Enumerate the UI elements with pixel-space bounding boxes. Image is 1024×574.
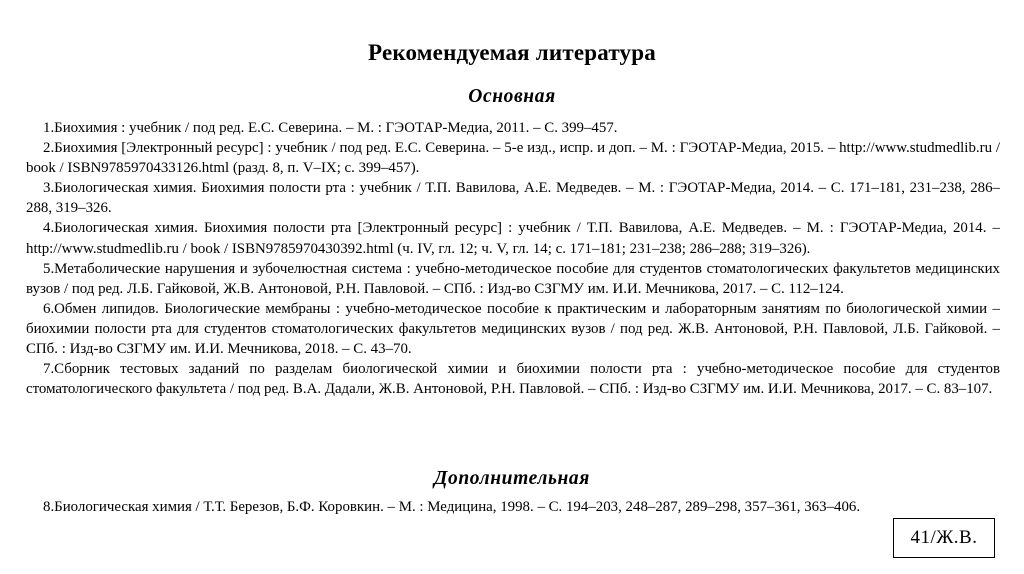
reference-item: 1.Биохимия : учебник / под ред. Е.С. Северина. – М. : ГЭОТАР-Медиа, 2011. – С. 399–457. bbox=[43, 120, 618, 136]
slide-number-box bbox=[893, 518, 995, 558]
page-title: Рекомендуемая литература bbox=[368, 40, 656, 65]
section-heading-additional: Дополнительная bbox=[434, 468, 590, 489]
additional-reference-list bbox=[26, 497, 1000, 517]
reference-item: 5.Метаболические нарушения и зубочелюстная система : учебно-методическое пособие для студентов стоматологических факультетов медицинских вузов / под ред. Л.Б. Гайковой, Ж.В. Антоновой, Р.Н. Павловой. – СПб. : Изд-во СЗГМУ им. И.И. Мечникова, 2017. – С. 112–124. bbox=[26, 260, 1000, 297]
reference-item: 3.Биологическая химия. Биохимия полости рта : учебник / Т.П. Вавилова, А.Е. Медведев. – М. : ГЭОТАР-Медиа, 2014. – С. 171–181, 231–238, 286–288, 319–326. bbox=[26, 180, 1000, 217]
reference-item: 2.Биохимия [Электронный ресурс] : учебник / под ред. Е.С. Северина. – 5-е изд., испр. и доп. – М. : ГЭОТАР-Медиа, 2015. – http://www.studmedlib.ru / book / ISBN9785970433126.html (разд. 8, п. V–IX; с. 399–457). bbox=[26, 140, 1000, 177]
reference-item: 6.Обмен липидов. Биологические мембраны : учебно-методическое пособие к практическим и лабораторным занятиям по биологической химии – биохимии полости рта для студентов стоматологических факультетов медицинских вузов / под ред. Ж.В. Антоновой, Р.Н. Павловой, Л.Б. Гайковой. – СПб. : Изд-во СЗГМУ им. И.И. Мечникова, 2018. – С. 43–70. bbox=[26, 300, 1000, 358]
section-heading-main: Основная bbox=[468, 86, 556, 107]
slide-number-label: 41/Ж.В. bbox=[910, 527, 978, 548]
main-reference-list bbox=[26, 118, 1000, 399]
reference-item: 8.Биологическая химия / Т.Т. Березов, Б.Ф. Коровкин. – М. : Медицина, 1998. – С. 194–203, 248–287, 289–298, 357–361, 363–406. bbox=[43, 499, 861, 515]
reference-item: 4.Биологическая химия. Биохимия полости рта [Электронный ресурс] : учебник / Т.П. Вавилова, А.Е. Медведев. – М. : ГЭОТАР-Медиа, 2014. – http://www.studmedlib.ru / book / ISBN9785970430392.html (ч. IV, гл. 12; ч. V, гл. 14; с. 171–181; 231–238; 286–288; 319–326). bbox=[26, 220, 1000, 257]
reference-item: 7.Сборник тестовых заданий по разделам биологической химии и биохимии полости рта : учебно-методическое пособие для студентов стоматологического факультета / под ред. В.А. Дадали, Ж.В. Антоновой, Р.Н. Павловой. – СПб. : Изд-во СЗГМУ им. И.И. Мечникова, 2017. – С. 83–107. bbox=[26, 361, 1000, 398]
